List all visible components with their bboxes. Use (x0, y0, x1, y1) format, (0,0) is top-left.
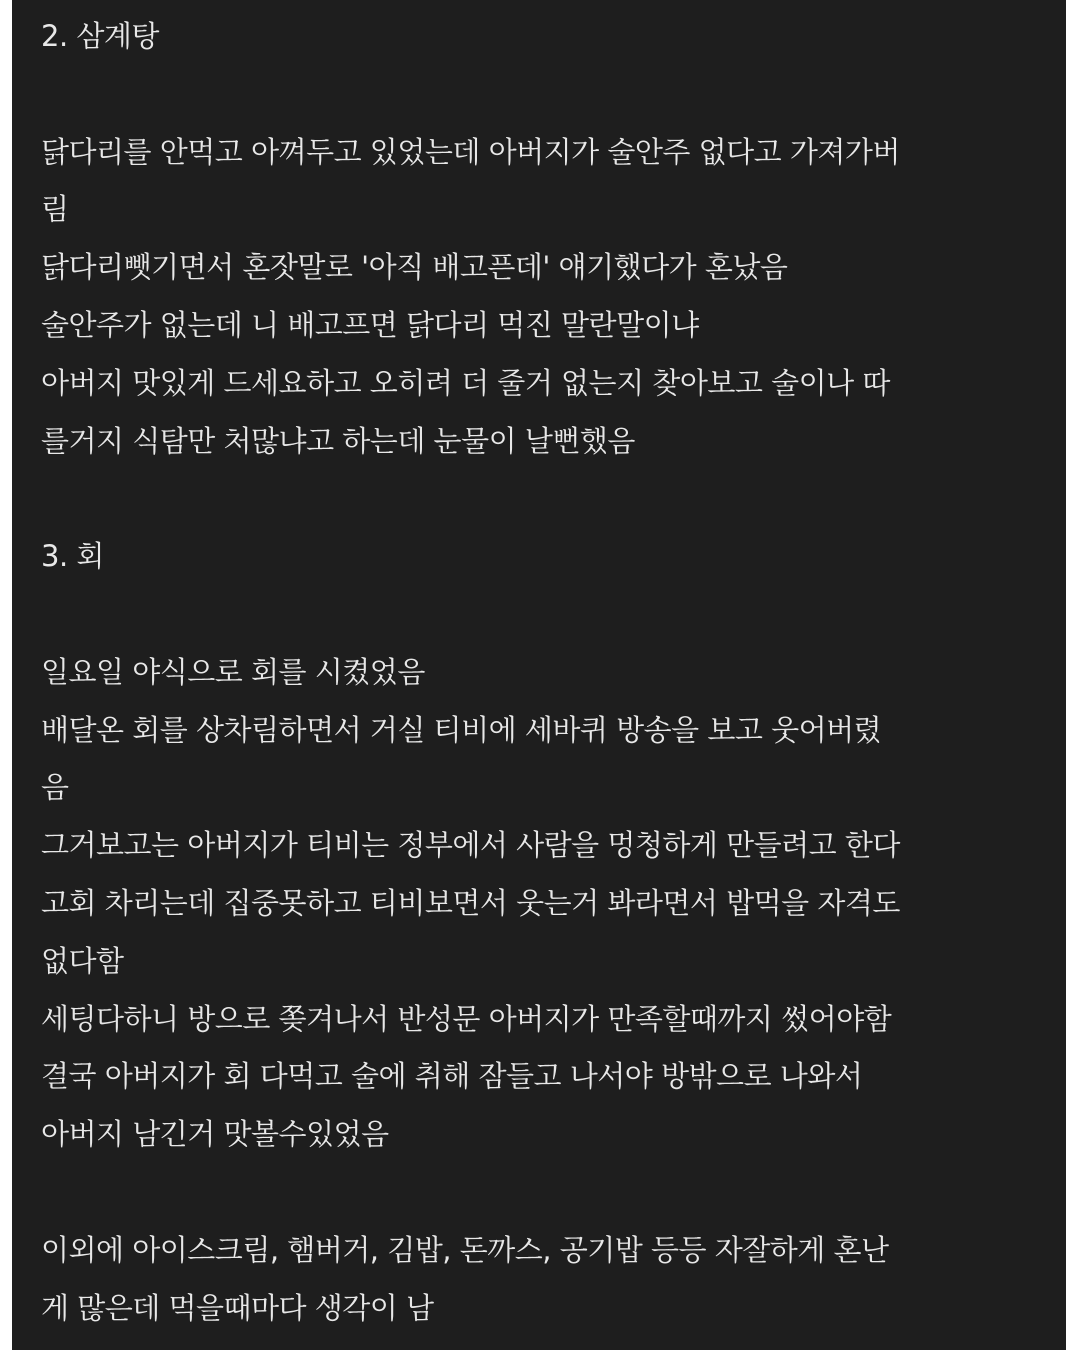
text-line: 세팅다하니 방으로 쫒겨나서 반성문 아버지가 만족할때까지 썼어야함 (41, 1001, 892, 1036)
text-line: 음 (41, 770, 69, 805)
text-line: 이외에 아이스크림, 햄버거, 김밥, 돈까스, 공기밥 등등 자잘하게 혼난 (41, 1232, 889, 1267)
text-line: 없다함 (41, 943, 124, 978)
text-line: 술안주가 없는데 니 배고프면 닭다리 먹진 말란말이냐 (41, 307, 699, 342)
section-heading-hoe: 3. 회 (41, 539, 104, 574)
text-line: 아버지 남긴거 맛볼수있었음 (41, 1117, 389, 1152)
dark-text-panel (12, 0, 1066, 1350)
text-line: 일요일 야식으로 회를 시켰었음 (41, 654, 425, 689)
text-line: 를거지 식탐만 처많냐고 하는데 눈물이 날뻔했음 (41, 423, 635, 458)
text-line: 고회 차리는데 집중못하고 티비보면서 웃는거 봐라면서 밥먹을 자격도 (41, 885, 900, 920)
text-line: 닭다리뺏기면서 혼잣말로 '아직 배고픈데' 얘기했다가 혼났음 (41, 250, 788, 285)
blank-line (41, 66, 1051, 124)
text-line: 닭다리를 안먹고 아껴두고 있었는데 아버지가 술안주 없다고 가져가버 (41, 134, 900, 169)
post-body (41, 8, 1051, 1337)
text-line: 아버지 맛있게 드세요하고 오히려 더 줄거 없는지 찾아보고 술이나 따 (41, 365, 890, 400)
text-line: 결국 아버지가 회 다먹고 술에 취해 잠들고 나서야 방밖으로 나와서 (41, 1059, 863, 1094)
blank-line (41, 1164, 1051, 1222)
section-heading-samgyetang: 2. 삼계탕 (41, 19, 159, 53)
blank-line (41, 470, 1051, 528)
text-line: 배달온 회를 상차림하면서 거실 티비에 세바퀴 방송을 보고 웃어버렸 (41, 712, 882, 747)
text-line: 게 많은데 먹을때마다 생각이 남 (41, 1290, 434, 1325)
blank-line (41, 586, 1051, 644)
text-line: 림 (41, 192, 69, 227)
text-line: 그거보고는 아버지가 티비는 정부에서 사람을 멍청하게 만들려고 한다 (41, 828, 900, 863)
